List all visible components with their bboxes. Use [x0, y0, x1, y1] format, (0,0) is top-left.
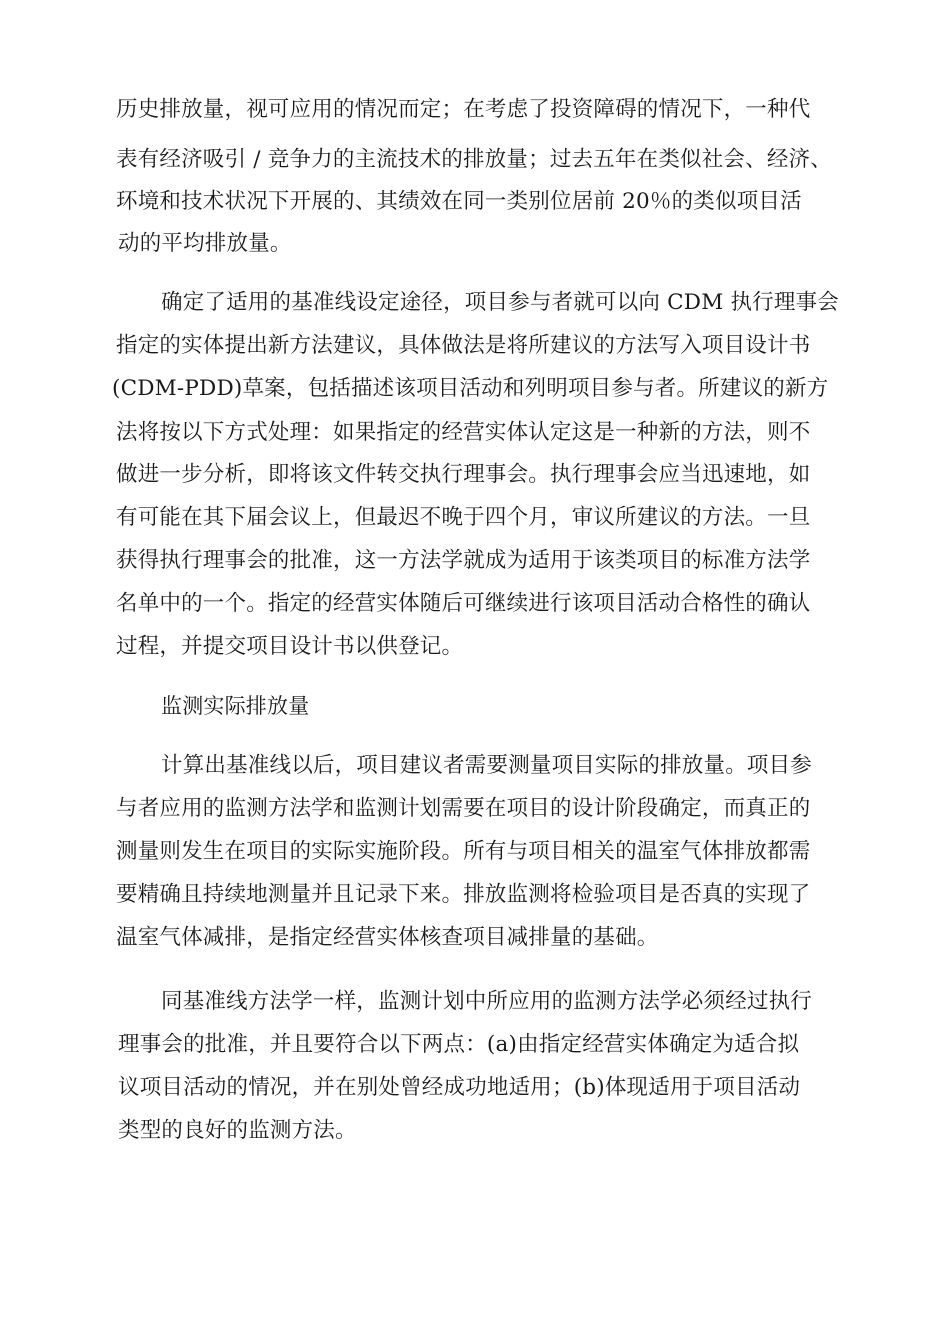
- text-line: 过程，并提交项目设计书以供登记。: [116, 634, 464, 659]
- text-line: 同基准线方法学一样，监测计划中所应用的监测方法学必须经过执行: [161, 989, 813, 1014]
- text-line: 动的平均排放量。: [118, 231, 292, 256]
- heading-text: 监测实际排放量: [161, 694, 310, 718]
- text-line: 温室气体减排，是指定经营实体核查项目减排量的基础。: [116, 925, 659, 950]
- text-line: 要精确且持续地测量并且记录下来。排放监测将检验项目是否真的实现了: [116, 882, 811, 907]
- text-line: 做进一步分析，即将该文件转交执行理事会。执行理事会应当迅速地，如: [116, 462, 811, 487]
- text-line: 名单中的一个。指定的经营实体随后可继续进行该项目活动合格性的确认: [116, 591, 811, 616]
- text-line: 类型的良好的监测方法。: [118, 1118, 357, 1143]
- text-line: 指定的实体提出新方法建议，具体做法是将所建议的方法写入项目设计书: [116, 333, 811, 358]
- text-line: 确定了适用的基准线设定途径，项目参与者就可以向 CDM 执行理事会: [161, 290, 839, 315]
- text-line: 与者应用的监测方法学和监测计划需要在项目的设计阶段确定，而真正的: [116, 796, 811, 821]
- text-line: 理事会的批准，并且要符合以下两点：(a)由指定经营实体确定为适合拟: [118, 1032, 800, 1057]
- text-line: 表有经济吸引 / 竞争力的主流技术的排放量；过去五年在类似社会、经济、: [116, 147, 832, 172]
- text-line: 有可能在其下届会议上，但最迟不晚于四个月，审议所建议的方法。一旦: [116, 505, 811, 530]
- text-line: 议项目活动的情况，并在别处曾经成功地适用；(b)体现适用于项目活动: [118, 1075, 801, 1100]
- text-line: 计算出基准线以后，项目建议者需要测量项目实际的排放量。项目参: [161, 753, 813, 778]
- text-line: (CDM-PDD)草案，包括描述该项目活动和列明项目参与者。所建议的新方: [112, 376, 829, 401]
- text-line: 获得执行理事会的批准，这一方法学就成为适用于该类项目的标准方法学: [116, 548, 811, 573]
- text-line: 测量则发生在项目的实际实施阶段。所有与项目相关的温室气体排放都需: [116, 839, 811, 864]
- text-line: 环境和技术状况下开展的、其绩效在同一类别位居前 20％的类似项目活: [116, 189, 802, 214]
- text-line: 历史排放量，视可应用的情况而定；在考虑了投资障碍的情况下，一种代: [116, 97, 811, 122]
- text-line: 法将按以下方式处理：如果指定的经营实体认定这是一种新的方法，则不: [116, 420, 811, 445]
